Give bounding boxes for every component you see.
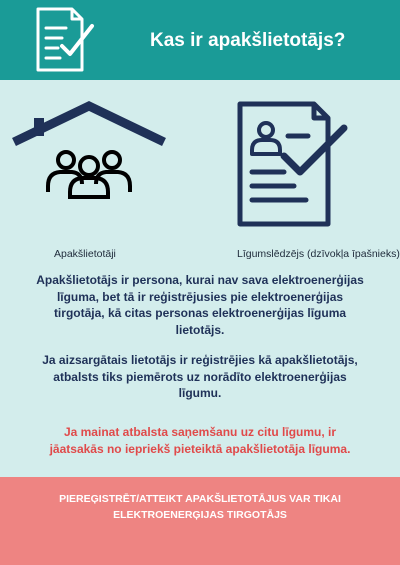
- contract-check-icon: [32, 6, 96, 74]
- subuser-label: Apakšlietotāji: [54, 248, 116, 260]
- page-title: Kas ir apakšlietotājs?: [150, 30, 346, 51]
- contract-holder-label: Līgumslēdzējs (dzīvokļa īpašnieks): [237, 248, 400, 260]
- footer-notice: PIEREĢISTRĒT/ATTEIKT APAKŠLIETOTĀJUS VAR TIKAI ELEKTROENERĢIJAS TIRGOTĀJS: [59, 493, 341, 521]
- footer-banner: [0, 477, 400, 565]
- contract-person-check-icon: [236, 100, 348, 228]
- definition-paragraph: Apakšlietotājs ir persona, kurai nav sava elektroenerģijas līguma, bet tā ir reģistrējusies pie elektroenerģijas tirgotāja, kā citas personas elektroenerģijas līguma lietotājs.: [36, 273, 364, 337]
- header-banner: [0, 0, 400, 80]
- warning-paragraph: Ja mainat atbalsta saņemšanu uz citu līgumu, ir jāatsakās no iepriekš pieteiktā apakšlietotāja līguma.: [49, 425, 351, 456]
- house-family-icon: [8, 100, 170, 200]
- support-paragraph: Ja aizsargātais lietotājs ir reģistrējies kā apakšlietotājs, atbalsts tiks piemērots uz norādīto elektroenerģijas līgumu.: [42, 353, 358, 400]
